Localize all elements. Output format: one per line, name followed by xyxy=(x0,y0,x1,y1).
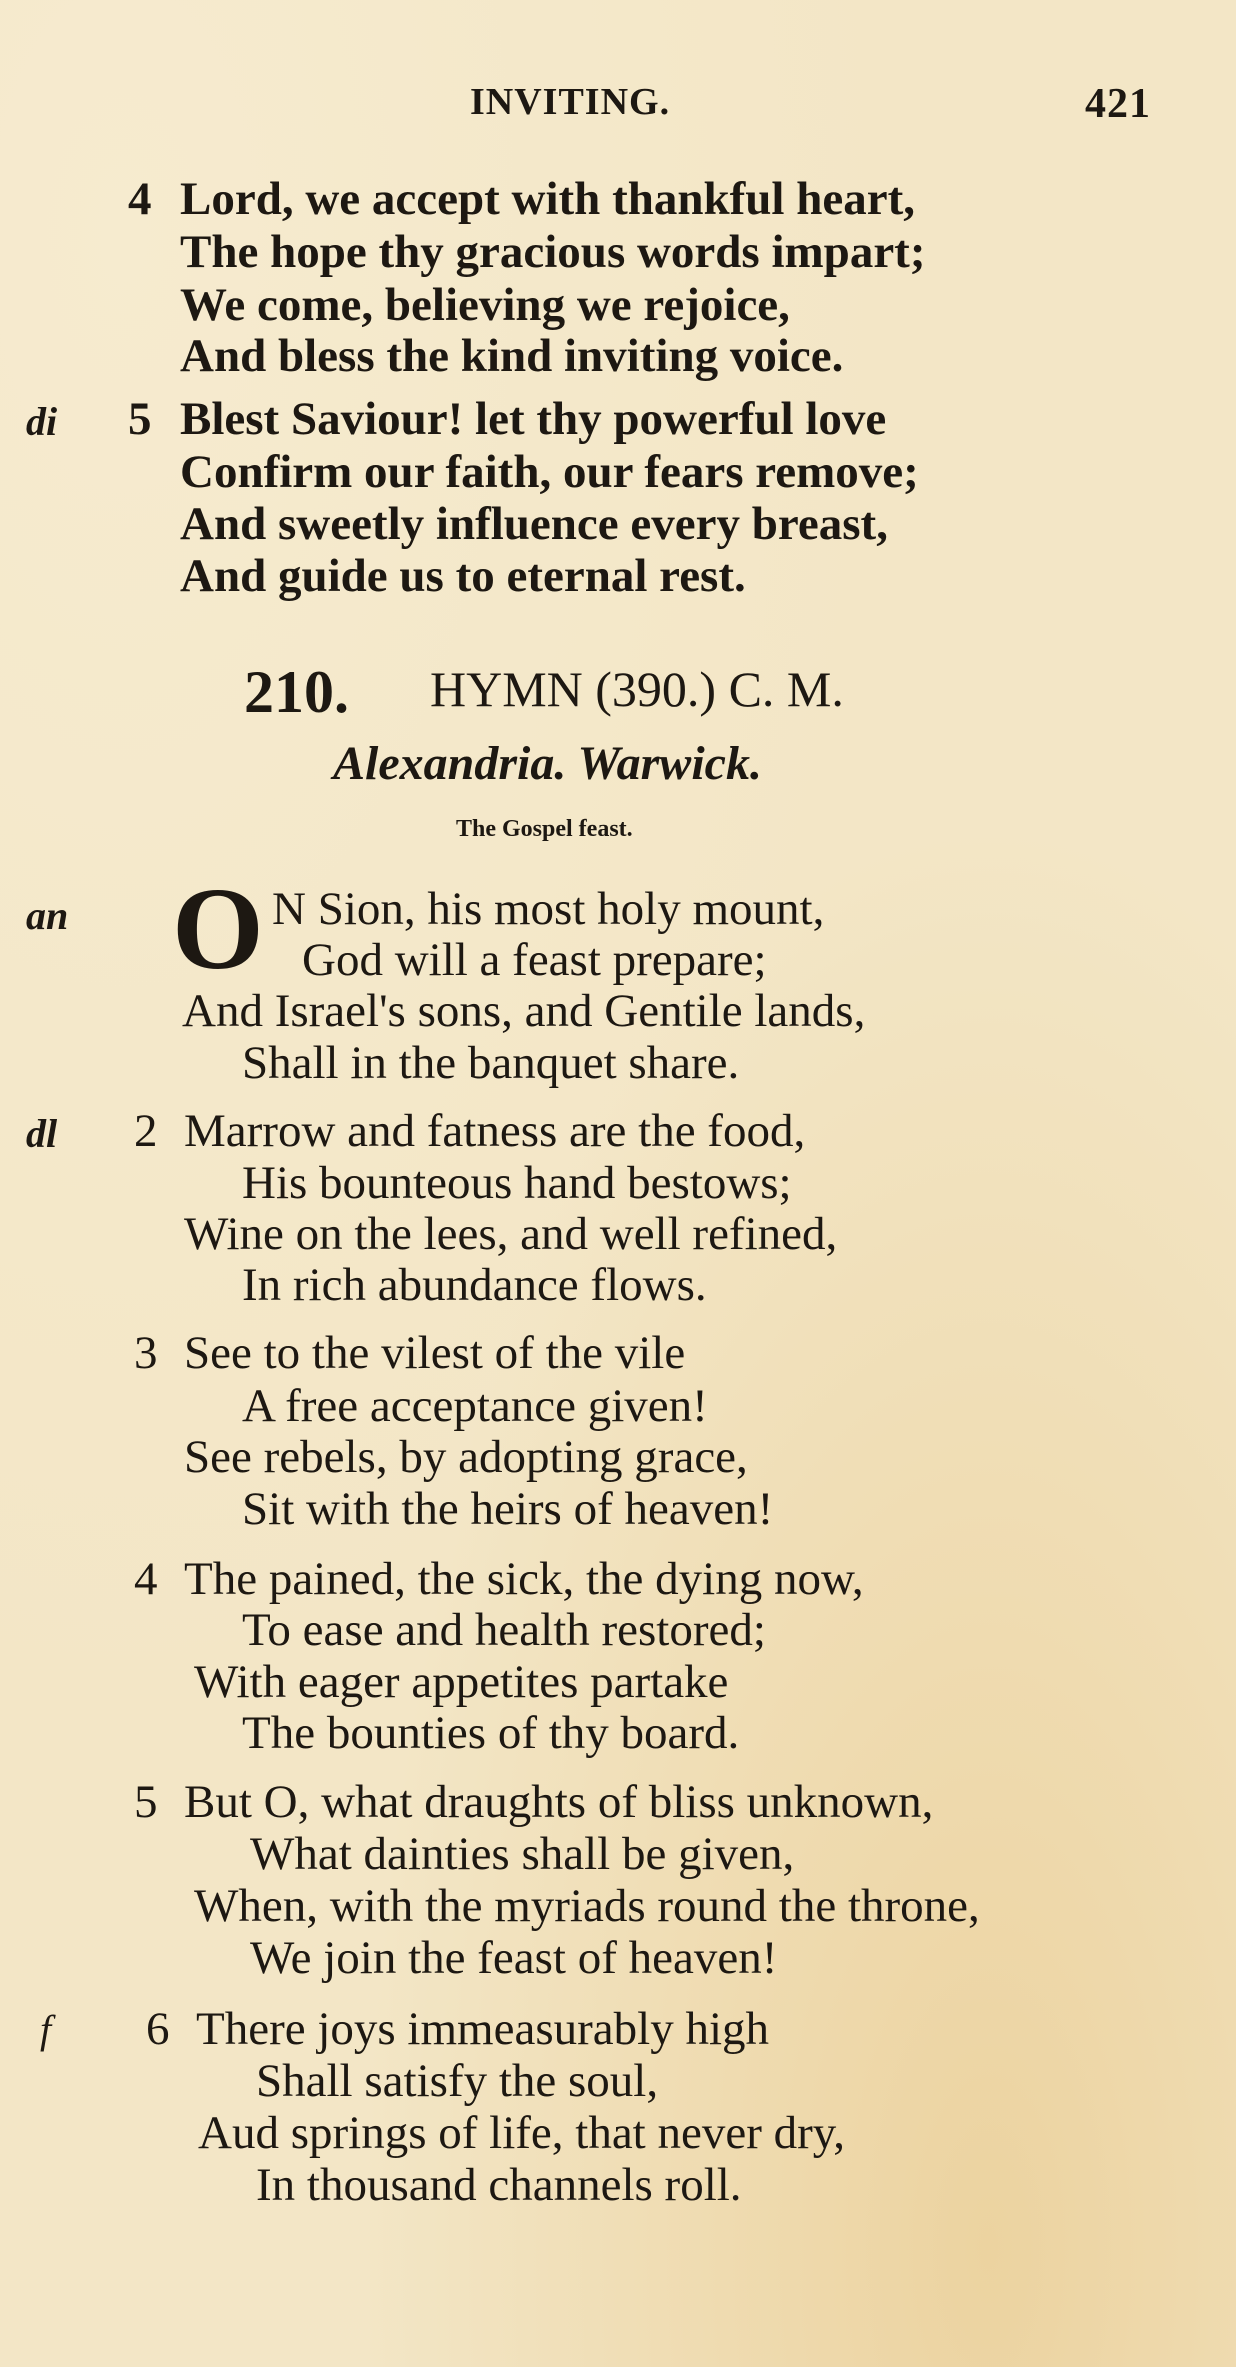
verse-line: With eager appetites partake xyxy=(194,1656,729,1708)
drop-cap: O xyxy=(172,863,264,994)
stanza-number: 4 xyxy=(134,1553,158,1605)
verse-line: Confirm our faith, our fears remove; xyxy=(180,446,919,498)
verse-line: What dainties shall be given, xyxy=(250,1828,795,1880)
running-title: INVITING. xyxy=(470,81,671,123)
verse-line: And Israel's sons, and Gentile lands, xyxy=(182,985,866,1037)
stanza-number: 5 xyxy=(134,1776,158,1828)
verse-line: Lord, we accept with thankful heart, xyxy=(180,173,915,225)
verse-line: The hope thy gracious words impart; xyxy=(180,226,926,278)
verse-line: And sweetly influence every breast, xyxy=(180,498,888,550)
stanza-number: 5 xyxy=(128,393,152,445)
verse-line: And guide us to eternal rest. xyxy=(180,550,746,602)
verse-line: When, with the myriads round the throne, xyxy=(194,1880,980,1932)
stanza-number: 3 xyxy=(134,1327,158,1379)
verse-line: Aud springs of life, that never dry, xyxy=(198,2107,845,2159)
margin-marking: f xyxy=(40,2007,52,2052)
verse-line: There joys immeasurably high xyxy=(196,2003,769,2055)
verse-line: Shall satisfy the soul, xyxy=(256,2055,659,2107)
verse-line: We come, believing we rejoice, xyxy=(180,279,790,331)
margin-marking: dl xyxy=(26,1111,58,1156)
verse-line: Wine on the lees, and well refined, xyxy=(184,1208,838,1260)
margin-marking: di xyxy=(26,399,58,444)
stanza-number: 4 xyxy=(128,173,152,225)
verse-line: See rebels, by adopting grace, xyxy=(184,1431,748,1483)
verse-line: The bounties of thy board. xyxy=(242,1707,740,1759)
verse-line: And bless the kind inviting voice. xyxy=(180,330,844,382)
verse-line: His bounteous hand bestows; xyxy=(242,1157,792,1209)
verse-line: To ease and health restored; xyxy=(242,1604,766,1656)
tune-names: Alexandria. Warwick. xyxy=(333,737,762,790)
verse-line: We join the feast of heaven! xyxy=(250,1932,778,1984)
verse-line: Blest Saviour! let thy powerful love xyxy=(180,393,887,445)
hymn-number: 210. xyxy=(244,659,349,725)
verse-line: See to the vilest of the vile xyxy=(184,1327,686,1379)
verse-line: In thousand channels roll. xyxy=(256,2159,742,2211)
stanza-number: 6 xyxy=(146,2003,170,2055)
verse-line: Shall in the banquet share. xyxy=(242,1037,740,1089)
verse-line: N Sion, his most holy mount, xyxy=(272,883,825,935)
page-number: 421 xyxy=(1085,81,1151,127)
verse-line: In rich abundance flows. xyxy=(242,1259,707,1311)
stanza-number: 2 xyxy=(134,1105,158,1157)
verse-line: Marrow and fatness are the food, xyxy=(184,1105,806,1157)
hymn-subject: The Gospel feast. xyxy=(456,816,633,842)
margin-marking: an xyxy=(26,893,69,938)
verse-line: A free acceptance given! xyxy=(242,1380,708,1432)
verse-line: God will a feast prepare; xyxy=(302,934,767,986)
verse-line: The pained, the sick, the dying now, xyxy=(184,1553,864,1605)
hymn-heading: HYMN (390.) C. M. xyxy=(430,661,844,717)
verse-line: But O, what draughts of bliss unknown, xyxy=(184,1776,934,1828)
verse-line: Sit with the heirs of heaven! xyxy=(242,1483,774,1535)
